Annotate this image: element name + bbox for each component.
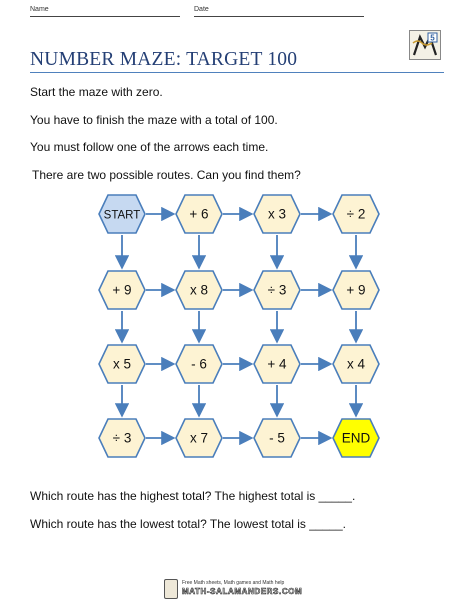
maze-cell (254, 419, 300, 457)
maze-cell-label: ÷ 3 (112, 430, 132, 446)
maze-cell-label: x 4 (346, 356, 366, 372)
question-highest: Which route has the highest total? The highest total is _____. (30, 489, 356, 503)
maze-cell (176, 271, 222, 309)
maze-cell (254, 195, 300, 233)
maze-cell-label: START (103, 209, 141, 222)
maze-cell-label: x 5 (112, 356, 132, 372)
maze-cell (254, 271, 300, 309)
maze-cell (333, 345, 379, 383)
maze-cell-label: + 6 (189, 206, 209, 222)
page-title: NUMBER MAZE: TARGET 100 (30, 49, 298, 70)
maze-cell (176, 345, 222, 383)
logo-badge: 5 (430, 33, 435, 43)
maze-cell (333, 271, 379, 309)
instruction-3: You must follow one of the arrows each time. (30, 140, 269, 154)
instruction-4: There are two possible routes. Can you find them? (32, 168, 301, 182)
maze-start (99, 195, 145, 233)
maze-cell (99, 271, 145, 309)
footer-brand: MATH-SALAMANDERS.COM (182, 587, 303, 596)
maze-end (333, 419, 379, 457)
maze-cell (99, 345, 145, 383)
maze-cell-label: + 9 (112, 282, 132, 298)
maze-cell (99, 419, 145, 457)
maze-cell (333, 195, 379, 233)
maze-cell-label: + 4 (267, 356, 287, 372)
maze-cell (176, 419, 222, 457)
maze-cell-label: + 9 (346, 282, 366, 298)
maze-cell (176, 195, 222, 233)
maze-cell-label: - 6 (191, 356, 207, 372)
maze-cell-label: x 8 (189, 282, 209, 298)
maze-cell (254, 345, 300, 383)
date-label: Date (194, 6, 209, 13)
question-lowest: Which route has the lowest total? The lowest total is _____. (30, 517, 346, 531)
instruction-2: You have to finish the maze with a total of 100. (30, 113, 278, 127)
footer-salamander-icon (164, 579, 178, 599)
maze-cell-label: ÷ 2 (346, 206, 366, 222)
instruction-1: Start the maze with zero. (30, 85, 163, 99)
maze-cell-label: x 3 (267, 206, 287, 222)
maze-cell-label: - 5 (269, 430, 285, 446)
maze-cell-label: END (341, 430, 371, 446)
name-label: Name (30, 6, 49, 13)
footer-tagline: Free Math sheets, Math games and Math help (182, 580, 285, 586)
maze-cell-label: x 7 (189, 430, 209, 446)
maze-cell-label: ÷ 3 (267, 282, 287, 298)
